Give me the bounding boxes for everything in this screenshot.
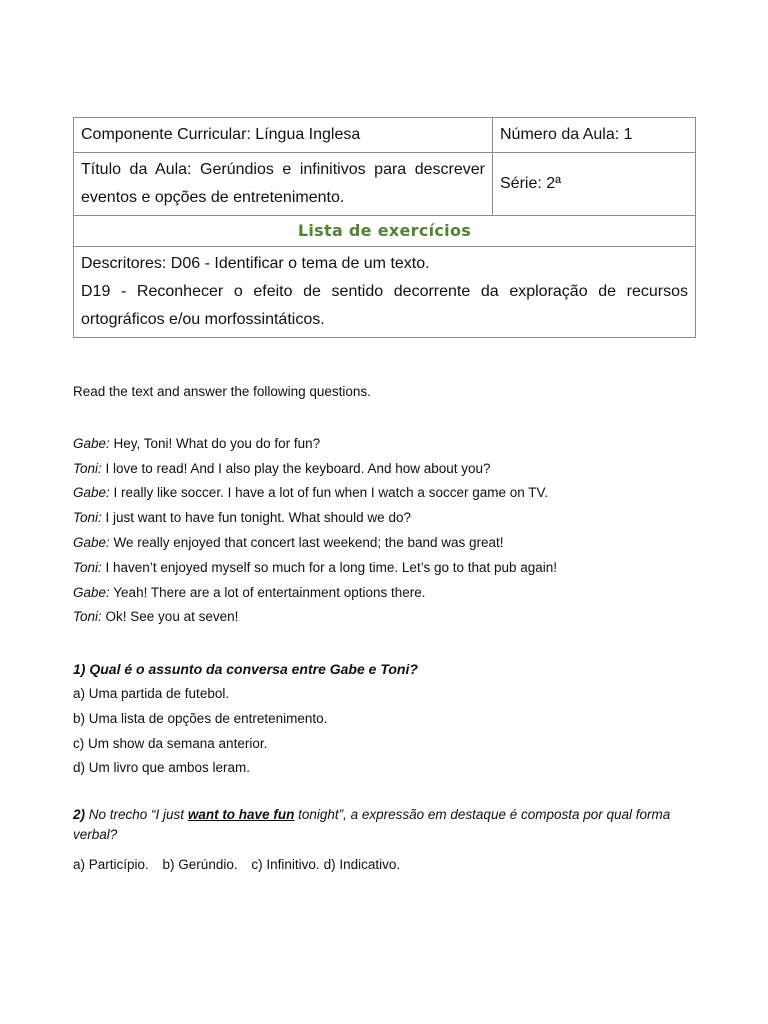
question-2-text-after: tonight”, a expressão em destaque é composta por qual forma verbal? bbox=[73, 807, 671, 843]
dialog-text: Yeah! There are a lot of entertainment options there. bbox=[109, 584, 426, 600]
descritor-d06: Descritores: D06 - Identificar o tema de um texto. bbox=[81, 255, 430, 272]
titulo-line-2: eventos e opções de entretenimento. bbox=[81, 189, 345, 206]
titulo-da-aula bbox=[74, 153, 493, 216]
speaker-name: Gabe: bbox=[73, 435, 110, 451]
header-row-1 bbox=[74, 118, 696, 153]
speaker-name: Toni: bbox=[73, 460, 102, 476]
descritores bbox=[74, 247, 696, 338]
dialog-text: Ok! See you at seven! bbox=[101, 609, 239, 625]
question-2-title bbox=[73, 805, 695, 845]
componente-curricular: Componente Curricular: Língua Inglesa bbox=[74, 118, 493, 153]
question-2-option-d: d) Indicativo. bbox=[323, 857, 401, 873]
dialog-line bbox=[73, 457, 695, 482]
speaker-name: Gabe: bbox=[73, 485, 110, 501]
descritor-d19-line-2: ortográficos e/ou morfossintáticos. bbox=[81, 311, 325, 328]
header-row-2 bbox=[74, 153, 696, 216]
speaker-name: Toni: bbox=[73, 510, 102, 526]
question-2-highlight: want to have fun bbox=[187, 807, 295, 823]
dialog-text: I love to read! And I also play the keyboard. And how about you? bbox=[101, 460, 491, 476]
lesson-header-table bbox=[73, 117, 696, 338]
question-2-number: 2) bbox=[73, 807, 86, 823]
serie: Série: 2ª bbox=[493, 153, 696, 216]
question-1-option-b: b) Uma lista de opções de entretenimento. bbox=[73, 710, 328, 726]
dialog-line bbox=[73, 581, 695, 606]
question-2 bbox=[73, 805, 695, 878]
dialog-text: I really like soccer. I have a lot of fun when I watch a soccer game on TV. bbox=[109, 485, 549, 501]
dialog-line bbox=[73, 605, 695, 630]
question-1-option-c: c) Um show da semana anterior. bbox=[73, 735, 268, 751]
header-row-3 bbox=[74, 216, 696, 247]
exercise-content bbox=[73, 380, 695, 878]
lista-de-exercicios-title: Lista de exercícios bbox=[74, 216, 696, 247]
dialog-text: I haven’t enjoyed myself so much for a long time. Let’s go to that pub again! bbox=[101, 559, 558, 575]
speaker-name: Toni: bbox=[73, 559, 102, 575]
dialog-line bbox=[73, 432, 695, 457]
question-2-option-b: b) Gerúndio. bbox=[162, 857, 238, 873]
question-2-text-before: No trecho “I just bbox=[85, 807, 188, 823]
header-row-4 bbox=[74, 247, 696, 338]
dialog-line bbox=[73, 531, 695, 556]
speaker-name: Gabe: bbox=[73, 534, 110, 550]
question-1 bbox=[73, 657, 695, 781]
dialog-line bbox=[73, 506, 695, 531]
question-2-options bbox=[73, 853, 695, 878]
dialog bbox=[73, 432, 695, 630]
numero-da-aula: Número da Aula: 1 bbox=[493, 118, 696, 153]
dialog-text: I just want to have fun tonight. What should we do? bbox=[101, 510, 411, 526]
question-1-option-d: d) Um livro que ambos leram. bbox=[73, 760, 251, 776]
dialog-text: We really enjoyed that concert last weekend; the band was great! bbox=[109, 534, 504, 550]
dialog-text: Hey, Toni! What do you do for fun? bbox=[109, 435, 321, 451]
question-2-option-a: a) Particípio. bbox=[73, 857, 149, 873]
dialog-line bbox=[73, 556, 695, 581]
dialog-line bbox=[73, 481, 695, 506]
speaker-name: Gabe: bbox=[73, 584, 110, 600]
question-1-title: 1) Qual é o assunto da conversa entre Gabe e Toni? bbox=[73, 661, 418, 678]
titulo-line-1: Título da Aula: Gerúndios e infinitivos para descrever bbox=[81, 161, 485, 178]
question-2-option-c: c) Infinitivo. bbox=[251, 857, 320, 873]
question-1-option-a: a) Uma partida de futebol. bbox=[73, 685, 230, 701]
instructions: Read the text and answer the following questions. bbox=[73, 384, 371, 399]
descritor-d19-line-1: D19 - Reconhecer o efeito de sentido decorrente da exploração de recursos bbox=[81, 283, 688, 300]
speaker-name: Toni: bbox=[73, 609, 102, 625]
